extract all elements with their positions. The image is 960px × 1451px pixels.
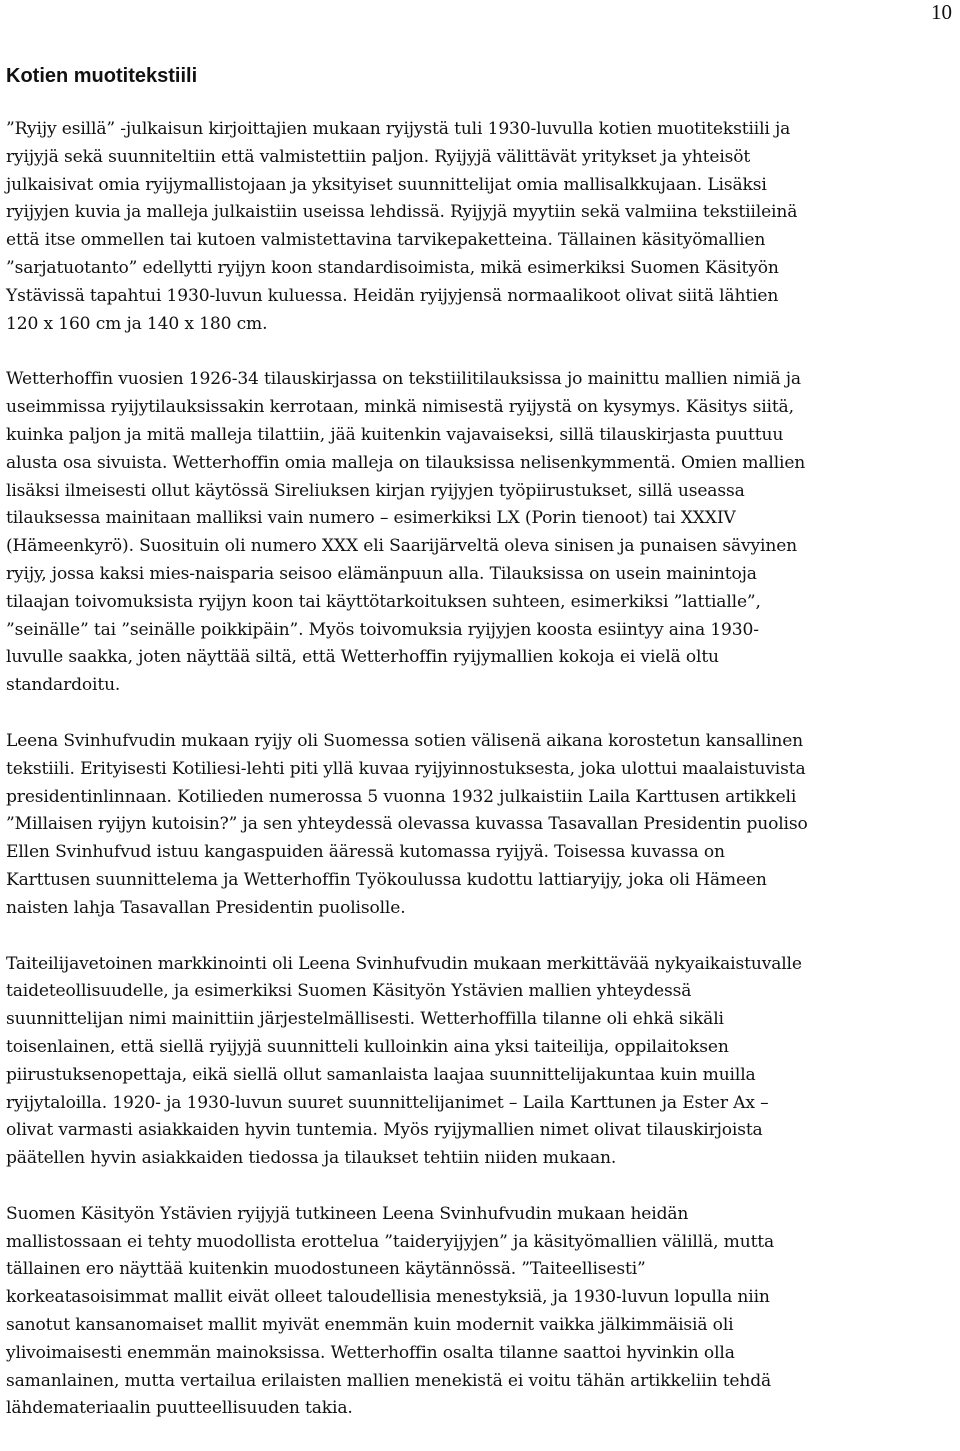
text-line: Taiteilijavetoinen markkinointi oli Leena Svinhufvudin mukaan merkittävää nykyaikaistuvalle <box>6 953 802 974</box>
text-line: ylivoimaisesti enemmän mainoksissa. Wetterhoffin osalta tilanne saattoi hyvinkin olla <box>6 1342 735 1363</box>
text-line: ”sarjatuotanto” edellytti ryijyn koon standardisoimista, mikä esimerkiksi Suomen Käsityön <box>6 257 779 278</box>
text-line: standardoitu. <box>6 675 121 696</box>
text-line: mallistossaan ei tehty muodollista erottelua ”taideryijyjen” ja käsityömallien välillä, mutta <box>6 1231 775 1252</box>
text-line: päätellen hyvin asiakkaiden tiedossa ja tilaukset tehtiin niiden mukaan. <box>6 1148 617 1169</box>
section-heading: Kotien muotitekstiili <box>6 65 198 87</box>
text-line: kuinka paljon ja mitä malleja tilattiin, jää kuitenkin vajavaiseksi, sillä tilauskirjasta puuttuu <box>6 424 784 445</box>
text-line: korkeatasoisimmat mallit eivät olleet taloudellisia menestyksiä, ja 1930-luvun lopulla niin <box>6 1287 770 1308</box>
text-line: Karttusen suunnittelema ja Wetterhoffin Työkoulussa kudottu lattiaryijy, joka oli Hämeen <box>6 869 767 890</box>
text-line: samanlainen, mutta vertailua erilaisten mallien menekistä ei voitu tähän artikkeliin tehdä <box>6 1370 772 1391</box>
paragraph <box>6 728 958 923</box>
text-line: useimmissa ryijytilauksissakin kerrotaan, minkä nimisestä ryijystä on kysymys. Käsitys siitä, <box>6 397 794 418</box>
text-line: julkaisivat omia ryijymallistojaan ja yksityiset suunnittelijat omia mallisalkkujaan. Lisäksi <box>6 174 767 195</box>
text-line: tilaajan toivomuksista ryijyn koon tai käyttötarkoituksen suhteen, esimerkiksi ”lattialle”, <box>6 591 761 612</box>
text-line: olivat varmasti asiakkaiden hyvin tuntemia. Myös ryijymallien nimet olivat tilauskirjoista <box>6 1120 763 1141</box>
text-line: Ellen Svinhufvud istuu kangaspuiden ääressä kutomassa ryijyä. Toisessa kuvassa on <box>6 842 725 863</box>
text-line: ”Ryijy esillä” -julkaisun kirjoittajien mukaan ryijystä tuli 1930-luvulla kotien muotitekstiili ja <box>6 119 791 139</box>
text-line: naisten lahja Tasavallan Presidentin puolisolle. <box>6 897 406 918</box>
text-line: ryijy, jossa kaksi mies-naisparia seisoo elämänpuun alla. Tilauksissa on usein mainintoja <box>6 563 757 584</box>
text-line: tekstiili. Erityisesti Kotiliesi-lehti piti yllä kuvaa ryijyinnostuksesta, joka ulottui maalaistuvista <box>6 758 806 779</box>
text-line: taideteollisuudelle, ja esimerkiksi Suomen Käsityön Ystävien mallien yhteydessä <box>6 981 692 1002</box>
text-line: Ystävissä tapahtui 1930-luvun kuluessa. Heidän ryijyjensä normaalikoot olivat siitä lähtien <box>6 285 779 306</box>
text-line: (Hämeenkyrö). Suosituin oli numero XXX eli Saarijärveltä oleva sinisen ja punaisen sävyinen <box>6 536 798 557</box>
text-line: ”Millaisen ryijyn kutoisin?” ja sen yhteydessä olevassa kuvassa Tasavallan Presidentin puoliso <box>6 814 808 835</box>
paragraph <box>6 116 958 338</box>
page-number: 10 <box>931 0 952 24</box>
text-line: ryijyjen kuvia ja malleja julkaistiin useissa lehdissä. Ryijyjä myytiin sekä valmiina tekstiileinä <box>6 202 798 223</box>
text-line: 120 x 160 cm ja 140 x 180 cm. <box>6 313 268 334</box>
text-line: Wetterhoffin vuosien 1926-34 tilauskirjassa on tekstiilitilauksissa jo mainittu mallien nimiä ja <box>6 369 801 390</box>
paragraph <box>6 366 958 700</box>
text-line: Suomen Käsityön Ystävien ryijyjä tutkineen Leena Svinhufvudin mukaan heidän <box>6 1203 689 1224</box>
paragraph <box>6 951 958 1173</box>
text-line: toisenlainen, että siellä ryijyjä suunnitteli kulloinkin aina yksi taiteilija, oppilaitoksen <box>6 1036 729 1057</box>
text-line: ryijyjä sekä suunniteltiin että valmistettiin paljon. Ryijyjä välittävät yritykset ja yhteisöt <box>6 146 751 167</box>
text-line: presidentinlinnaan. Kotilieden numerossa 5 vuonna 1932 julkaistiin Laila Karttusen artikkeli <box>6 786 797 807</box>
text-line: Leena Svinhufvudin mukaan ryijy oli Suomessa sotien välisenä aikana korostetun kansallinen <box>6 730 804 751</box>
text-line: ryijytaloilla. 1920- ja 1930-luvun suuret suunnittelijanimet – Laila Karttunen ja Ester Ax – <box>6 1092 769 1113</box>
text-line: lähdemateriaalin puutteellisuuden takia. <box>6 1398 353 1419</box>
text-line: lisäksi ilmeisesti ollut käytössä Sireliuksen kirjan ryijyjen työpiirustukset, sillä useassa <box>6 480 745 501</box>
text-line: että itse ommellen tai kutoen valmistettavina tarvikepaketteina. Tällainen käsityömallien <box>6 230 766 251</box>
document-body <box>6 62 958 1451</box>
text-line: ”seinälle” tai ”seinälle poikkipäin”. Myös toivomuksia ryijyjen koosta esiintyy aina 1930- <box>6 619 759 640</box>
text-line: luvulle saakka, joten näyttää siltä, että Wetterhoffin ryijymallien kokoja ei vielä oltu <box>6 647 719 668</box>
paragraph <box>6 1201 958 1423</box>
paragraph-list <box>6 116 958 1423</box>
text-line: tällainen ero näyttää kuitenkin muodostuneen käytännössä. ”Taiteellisesti” <box>6 1259 646 1280</box>
text-line: alusta osa sivuista. Wetterhoffin omia malleja on tilauksissa nelisenkymmentä. Omien mallien <box>6 452 806 473</box>
text-line: suunnittelijan nimi mainittiin järjestelmällisesti. Wetterhoffilla tilanne oli ehkä sikäli <box>6 1009 724 1030</box>
text-line: tilauksessa mainitaan malliksi vain numero – esimerkiksi LX (Porin tienoot) tai XXXIV <box>6 508 736 529</box>
text-line: piirustuksenopettaja, eikä siellä ollut samanlaista laajaa suunnittelijakuntaa kuin muilla <box>6 1064 756 1085</box>
text-line: sanotut kansanomaiset mallit myivät enemmän kuin modernit vaikka jälkimmäisiä oli <box>6 1315 734 1336</box>
